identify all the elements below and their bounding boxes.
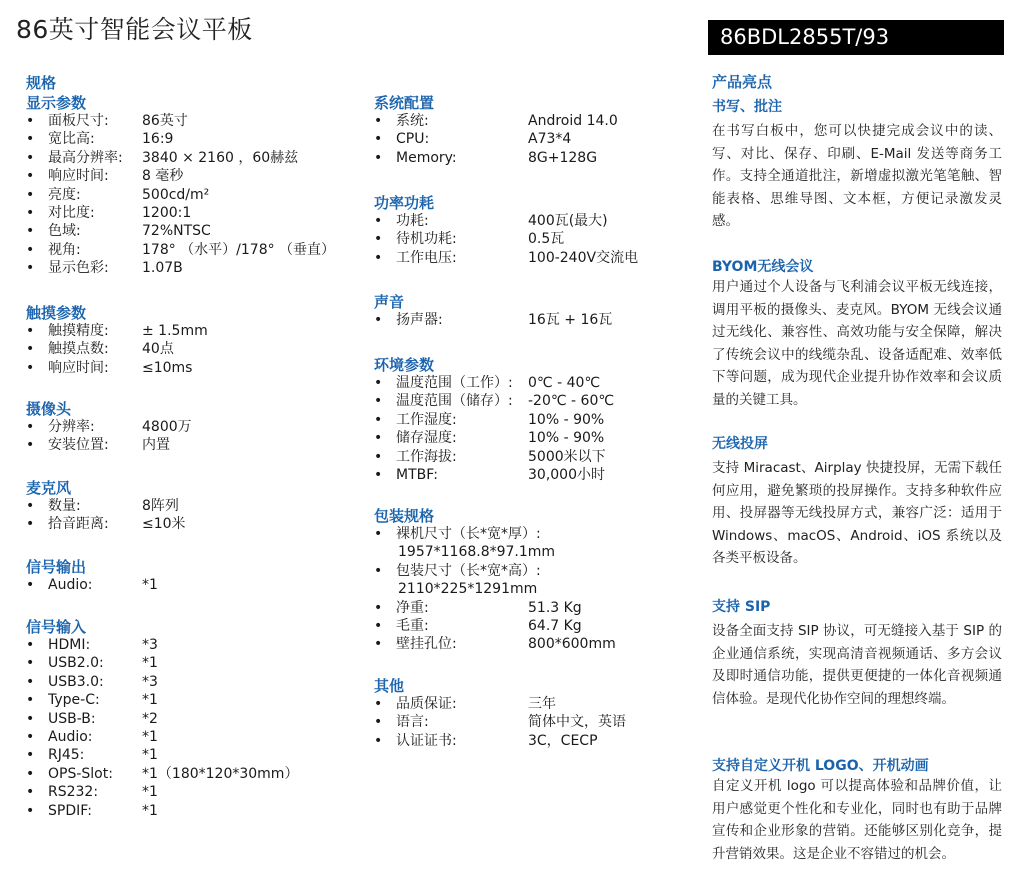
spec-value: 800*600mm [528, 636, 616, 653]
spec-value: 1957*1168.8*97.1mm [398, 544, 556, 560]
spec-value: 1200:1 [142, 205, 192, 221]
section-title-touch: 触摸参数 [26, 304, 87, 322]
spec-value: 2110*225*1291mm [398, 580, 538, 597]
spec-label: USB2.0: [48, 655, 104, 672]
spec-label: 语言: [396, 714, 429, 731]
spec-label: Audio: [48, 729, 93, 745]
bullet-icon: • [26, 729, 35, 745]
bullet-icon: • [26, 260, 35, 277]
bullet-icon: • [26, 113, 35, 129]
spec-value: 86英寸 [142, 113, 188, 129]
spec-label: 裸机尺寸（长*宽*厚）: [396, 526, 541, 542]
spec-label: 安装位置: [48, 437, 109, 454]
bullet-icon: • [374, 526, 383, 542]
spec-value: 简体中文，英语 [528, 714, 626, 731]
spec-value: 3840 × 2160 ，60赫兹 [142, 149, 299, 166]
bullet-icon: • [26, 637, 35, 653]
spec-value: 5000米以下 [528, 448, 606, 465]
spec-value: 51.3 Kg [528, 599, 582, 616]
bullet-icon: • [26, 655, 35, 672]
spec-label: 拾音距离: [48, 516, 109, 533]
bullet-icon: • [374, 732, 383, 749]
spec-label: 温度范围（工作）: [396, 375, 513, 391]
feature-description: 支持 Miracast、Airplay 快捷投屏，无需下载任何应用，避免繁琐的投屏操作。支持多种软件应用、投屏器等无线投屏方式，兼容广泛：适用于 Windows、macOS、Android、iOS 系统以及各类平板设备。 [712, 460, 1002, 566]
bullet-icon: • [26, 765, 35, 782]
spec-label: 分辨率: [48, 419, 95, 435]
bullet-icon: • [374, 599, 383, 616]
bullet-icon: • [26, 710, 35, 727]
bullet-icon: • [26, 498, 35, 514]
section-title-power: 功率功耗 [374, 194, 435, 212]
spec-value: 8G+128G [528, 149, 598, 166]
spec-label: 响应时间: [48, 359, 109, 376]
spec-value: 30,000小时 [528, 467, 605, 483]
spec-value: 10% - 90% [528, 430, 605, 447]
section-title-signal-out: 信号输出 [26, 558, 87, 576]
spec-value: *1 [142, 692, 158, 709]
bullet-icon: • [374, 393, 383, 410]
feature-title: BYOM无线会议 [712, 259, 814, 275]
spec-label: Type-C: [48, 692, 100, 709]
spec-label: 系统: [396, 113, 429, 129]
spec-value: 40点 [142, 341, 174, 358]
spec-value: *1 [142, 784, 158, 801]
feature-title: 无线投屏 [712, 436, 768, 452]
bullet-icon: • [26, 673, 35, 690]
section-title-sound: 声音 [374, 293, 405, 311]
spec-label: 待机功耗: [396, 231, 457, 248]
spec-value: 内置 [142, 437, 170, 454]
spec-label: 毛重: [396, 618, 429, 634]
section-title-other: 其他 [374, 677, 405, 695]
bullet-icon: • [26, 341, 35, 358]
spec-value: *1 [142, 747, 158, 764]
bullet-icon: • [26, 149, 35, 166]
section-title-packaging: 包装规格 [374, 507, 435, 525]
bullet-icon: • [374, 231, 383, 248]
spec-value: 10% - 90% [528, 411, 605, 428]
bullet-icon: • [26, 419, 35, 435]
spec-label: 净重: [396, 599, 429, 616]
bullet-icon: • [26, 784, 35, 801]
spec-label: USB3.0: [48, 673, 104, 690]
spec-value: 400瓦(最大) [528, 213, 608, 229]
spec-value: *1 [142, 802, 158, 819]
spec-value: 3C，CECP [528, 732, 598, 749]
bullet-icon: • [374, 618, 383, 634]
bullet-icon: • [374, 131, 383, 148]
feature-description: 设备全面支持 SIP 协议，可无缝接入基于 SIP 的企业通信系统，实现高清音视频通话、多方会议及即时通信功能，提供更便捷的一体化音视频通信体验。是现代化协作空间的理想终端。 [712, 623, 1002, 707]
bullet-icon: • [374, 448, 383, 465]
spec-label: 功耗: [396, 213, 429, 229]
section-title-environment: 环境参数 [374, 356, 435, 374]
spec-value: ± 1.5mm [142, 323, 208, 339]
spec-label: 壁挂孔位: [396, 636, 457, 653]
bullet-icon: • [26, 168, 35, 185]
spec-label: 最高分辨率: [48, 149, 123, 166]
spec-value: ≤10ms [142, 359, 193, 376]
bullet-icon: • [374, 312, 383, 328]
spec-label: 扬声器: [396, 312, 443, 328]
spec-label: CPU: [396, 131, 430, 148]
spec-label: 工作电压: [396, 249, 457, 266]
spec-value: *2 [142, 710, 158, 727]
spec-label: RJ45: [48, 747, 85, 764]
section-title-signal-in: 信号输入 [26, 618, 87, 636]
section-title-system: 系统配置 [374, 94, 435, 112]
feature-title: 支持 SIP [712, 599, 771, 615]
spec-label: 温度范围（储存）: [396, 393, 513, 410]
spec-label: 工作湿度: [396, 411, 457, 428]
spec-value: 1.07B [142, 260, 183, 277]
bullet-icon: • [374, 562, 383, 579]
spec-value: A73*4 [528, 131, 572, 148]
bullet-icon: • [374, 714, 383, 731]
bullet-icon: • [374, 375, 383, 391]
spec-value: 8阵列 [142, 498, 179, 514]
model-number-badge: 86BDL2855T/93 [708, 20, 1004, 55]
features-heading: 产品亮点 [712, 73, 773, 91]
bullet-icon: • [374, 636, 383, 653]
spec-label: 包装尺寸（长*宽*高）: [396, 562, 541, 579]
bullet-icon: • [26, 802, 35, 819]
spec-value: 4800万 [142, 419, 192, 435]
spec-value: 16瓦 + 16瓦 [528, 312, 613, 328]
spec-value: 16:9 [142, 131, 174, 148]
spec-label: RS232: [48, 784, 99, 801]
spec-value: 8 毫秒 [142, 168, 184, 185]
spec-value: 0.5瓦 [528, 231, 565, 248]
spec-label: HDMI: [48, 637, 91, 653]
specs-heading: 规格 [26, 74, 57, 92]
spec-value: -20℃ - 60℃ [528, 393, 615, 410]
bullet-icon: • [26, 131, 35, 148]
spec-value: *1（180*120*30mm） [142, 765, 299, 782]
feature-description: 用户通过个人设备与飞利浦会议平板无线连接，调用平板的摄像头、麦克风。BYOM 无线会议通过无线化、兼容性、高效功能与安全保障，解决了传统会议中的线缆杂乱、设备适配难、效率低下等问题，成为现代企业提升协作效率和会议质量的关键工具。 [712, 279, 1002, 408]
spec-label: Memory: [396, 149, 457, 166]
spec-value: 0℃ - 40℃ [528, 375, 601, 391]
bullet-icon: • [374, 430, 383, 447]
bullet-icon: • [26, 577, 35, 593]
spec-label: MTBF: [396, 467, 438, 483]
spec-label: 认证证书: [396, 732, 457, 749]
bullet-icon: • [26, 359, 35, 376]
feature-description: 自定义开机 logo 可以提高体验和品牌价值，让用户感觉更个性化和专业化，同时也有助于品牌宣传和企业形象的营销。还能够区别化竞争，提升营销效果。这是企业不容错过的机会。 [712, 778, 1002, 862]
bullet-icon: • [374, 149, 383, 166]
bullet-icon: • [26, 437, 35, 454]
spec-value: *1 [142, 729, 158, 745]
feature-description: 在书写白板中，您可以快捷完成会议中的读、写、对比、保存、印刷、E-Mail 发送等商务工作。支持全通道批注，新增虚拟激光笔笔触、智能表格、思维导图、文本框，方便记录激发灵感。 [712, 123, 1002, 229]
page-title: 86英寸智能会议平板 [16, 15, 253, 44]
spec-value: *1 [142, 577, 158, 593]
spec-value: 64.7 Kg [528, 618, 582, 634]
spec-label: USB-B: [48, 710, 96, 727]
spec-label: 工作海拔: [396, 448, 457, 465]
feature-title: 书写、批注 [712, 99, 782, 115]
spec-value: *3 [142, 673, 158, 690]
spec-value: ≤10米 [142, 516, 186, 533]
spec-value: 三年 [528, 696, 556, 712]
spec-value: 100-240V交流电 [528, 249, 639, 266]
spec-label: 面板尺寸: [48, 113, 109, 129]
spec-value: *3 [142, 637, 158, 653]
spec-label: 对比度: [48, 205, 95, 221]
bullet-icon: • [26, 205, 35, 221]
spec-label: 触摸精度: [48, 323, 109, 339]
bullet-icon: • [374, 113, 383, 129]
spec-value: *1 [142, 655, 158, 672]
spec-label: 色域: [48, 223, 81, 240]
spec-value: 178° （水平）/178° （垂直） [142, 241, 336, 258]
spec-label: 触摸点数: [48, 341, 109, 358]
bullet-icon: • [374, 696, 383, 712]
bullet-icon: • [26, 516, 35, 533]
spec-label: SPDIF: [48, 802, 92, 819]
spec-label: 显示色彩: [48, 260, 109, 277]
spec-value: Android 14.0 [528, 113, 618, 129]
spec-label: 品质保证: [396, 696, 457, 712]
bullet-icon: • [26, 323, 35, 339]
section-title-display: 显示参数 [26, 94, 87, 112]
feature-title: 支持自定义开机 LOGO、开机动画 [712, 758, 929, 774]
bullet-icon: • [26, 223, 35, 240]
bullet-icon: • [26, 241, 35, 258]
bullet-icon: • [374, 411, 383, 428]
spec-label: OPS-Slot: [48, 765, 113, 782]
spec-label: 宽比高: [48, 131, 95, 148]
spec-label: 亮度: [48, 186, 81, 203]
bullet-icon: • [374, 467, 383, 483]
bullet-icon: • [374, 249, 383, 266]
spec-value: 72%NTSC [142, 223, 211, 240]
spec-label: 数量: [48, 498, 81, 514]
spec-label: 视角: [48, 241, 81, 258]
section-title-mic: 麦克风 [26, 479, 72, 497]
section-title-camera: 摄像头 [26, 400, 72, 418]
bullet-icon: • [26, 747, 35, 764]
spec-value: 500cd/m² [142, 186, 210, 203]
spec-label: Audio: [48, 577, 93, 593]
spec-label: 储存湿度: [396, 430, 457, 447]
spec-label: 响应时间: [48, 168, 109, 185]
bullet-icon: • [374, 213, 383, 229]
bullet-icon: • [26, 692, 35, 709]
bullet-icon: • [26, 186, 35, 203]
